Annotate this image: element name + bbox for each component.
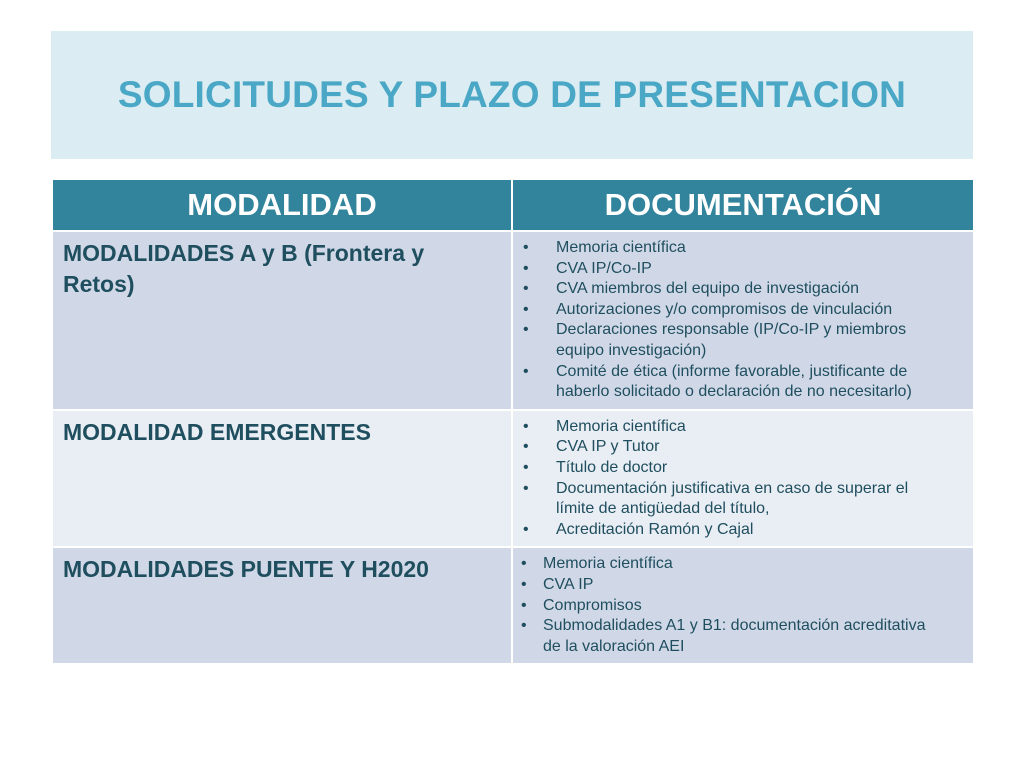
- modalidad-label: MODALIDAD EMERGENTES: [63, 418, 371, 445]
- document-list: [513, 411, 973, 547]
- modalidad-cell: [52, 410, 512, 548]
- list-item: • Documentación justificativa en caso de superar el límite de antigüedad del título,: [523, 479, 909, 518]
- bullet-icon: •: [521, 555, 527, 573]
- modalidad-label: MODALIDADES A y B (Frontera y Retos): [63, 240, 425, 297]
- table-row: [52, 410, 974, 548]
- list-item: • Comité de ética (informe favorable, justificante de haberlo solicitado o declaración de no necesitarlo): [523, 362, 912, 401]
- modalidad-cell: [52, 547, 512, 664]
- documentacion-cell: [512, 231, 974, 410]
- bullet-icon: •: [521, 596, 527, 614]
- bullet-icon: •: [523, 300, 529, 318]
- bullet-icon: •: [523, 321, 529, 339]
- list-item: • CVA IP/Co-IP: [513, 259, 945, 280]
- modalidad-cell: [52, 231, 512, 410]
- document-list: [513, 232, 973, 409]
- list-item: • Memoria científica: [513, 238, 945, 259]
- documentacion-cell: [512, 410, 974, 548]
- list-item: • Memoria científica: [513, 417, 945, 438]
- bullet-icon: •: [521, 617, 527, 635]
- page-title: SOLICITUDES Y PLAZO DE PRESENTACION: [117, 74, 907, 115]
- list-item: • Submodalidades A1 y B1: documentación acreditativa de la valoración AEI: [521, 617, 926, 655]
- documentacion-cell: [512, 547, 974, 664]
- list-item: • CVA IP y Tutor: [513, 437, 945, 458]
- list-item: • CVA IP: [513, 575, 945, 596]
- list-item: • Memoria científica: [513, 554, 945, 575]
- table-header-row: [52, 179, 974, 231]
- list-item: • Acreditación Ramón y Cajal: [513, 520, 945, 541]
- bullet-icon: •: [521, 575, 527, 593]
- modalidad-label: MODALIDADES PUENTE Y H2020: [63, 556, 429, 583]
- documentation-table: [51, 178, 975, 665]
- list-item: • Título de doctor: [513, 458, 945, 479]
- bullet-icon: •: [523, 520, 529, 538]
- document-list: [513, 548, 973, 663]
- bullet-icon: •: [523, 417, 529, 435]
- list-item: • Autorizaciones y/o compromisos de vinculación: [513, 300, 945, 321]
- list-item: • CVA miembros del equipo de investigación: [513, 279, 945, 300]
- table-row: [52, 547, 974, 664]
- bullet-icon: •: [523, 479, 529, 497]
- bullet-icon: •: [523, 259, 529, 277]
- list-item: • Compromisos: [513, 596, 945, 617]
- list-item: • Declaraciones responsable (IP/Co-IP y miembros equipo investigación): [523, 321, 907, 359]
- bullet-icon: •: [523, 239, 529, 256]
- bullet-icon: •: [523, 280, 529, 298]
- title-banner: [51, 31, 973, 159]
- bullet-icon: •: [523, 362, 529, 380]
- header-modalidad: MODALIDAD: [52, 179, 512, 231]
- bullet-icon: •: [523, 458, 529, 476]
- table-row: [52, 231, 974, 410]
- bullet-icon: •: [523, 438, 529, 456]
- header-documentacion: DOCUMENTACIÓN: [512, 179, 974, 231]
